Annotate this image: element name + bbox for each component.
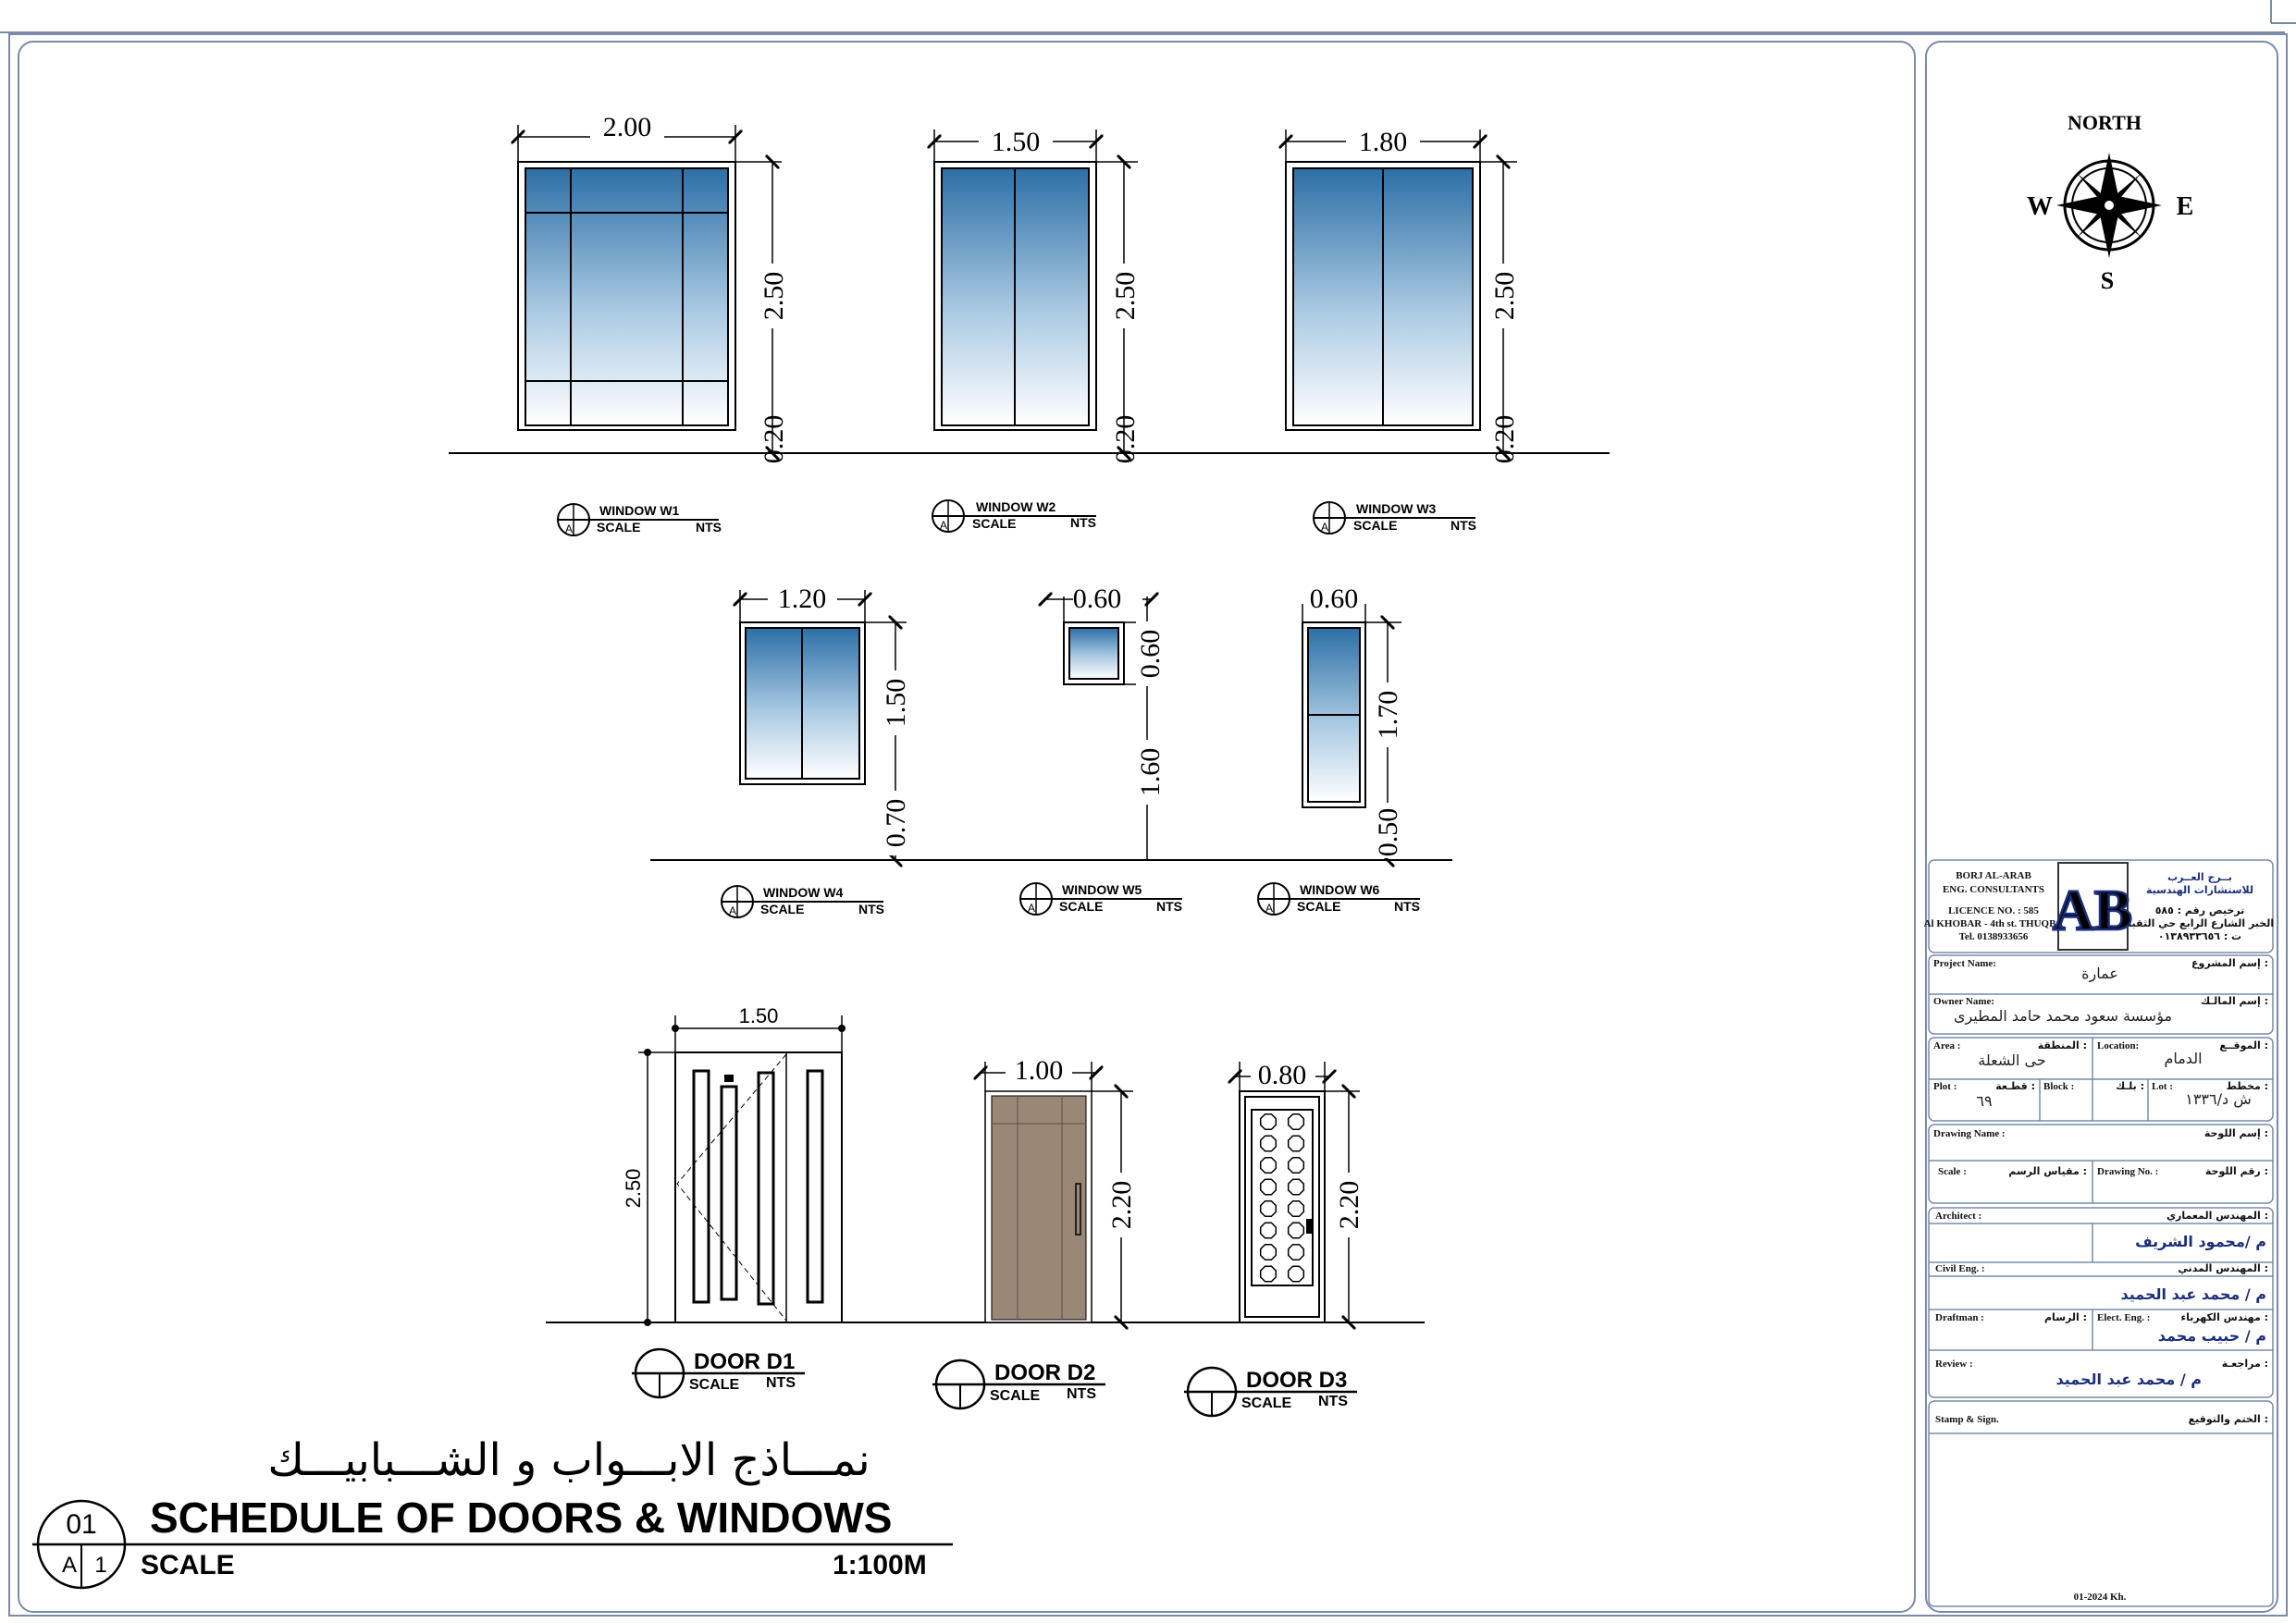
d2-width-dim: 1.00: [1014, 1055, 1064, 1086]
review-value: م / محمد عبد الحميد: [2055, 1371, 2202, 1388]
location-label: Location:: [2097, 1040, 2140, 1051]
civil-value: م / محمد عبد الحميد: [2120, 1285, 2266, 1303]
licence-en: LICENCE NO. : 585: [1948, 905, 2039, 916]
lot-label: Lot :: [2152, 1081, 2173, 1092]
d1-width-dim: 1.50: [738, 1004, 779, 1027]
w5-scale-label: SCALE: [1059, 899, 1104, 914]
licence-ar: ترخيص رقم : ٥٨٥: [2154, 904, 2245, 916]
location-label-ar: الموقــع :: [2219, 1039, 2268, 1051]
d3-scale-value: NTS: [1318, 1394, 1348, 1409]
w5-width-dim: 0.60: [1072, 584, 1122, 614]
d3-width-dim: 0.80: [1257, 1060, 1307, 1090]
lot-value: ش د/١٣٣٦: [2185, 1090, 2252, 1108]
location-value: الدمام: [2164, 1050, 2203, 1067]
w6-height-dim: 1.70: [1373, 690, 1403, 740]
firm-subtitle-en: ENG. CONSULTANTS: [1942, 884, 2045, 895]
window-w5-elevation: [1045, 578, 1166, 860]
project-name-value: عمارة: [2081, 965, 2118, 982]
w4-title: WINDOW W4: [763, 885, 844, 900]
scale-label-ar: مقياس الرسم :: [2008, 1165, 2087, 1177]
d3-height-dim: 2.20: [1334, 1180, 1364, 1230]
window-w4-elevation: [740, 578, 911, 860]
w6-width-dim: 0.60: [1309, 584, 1359, 614]
w3-height-dim: 2.50: [1489, 271, 1520, 321]
east-label: E: [2176, 192, 2194, 221]
area-label: Area :: [1933, 1040, 1961, 1051]
north-label: NORTH: [2068, 111, 2142, 134]
title-block-fields: [1933, 957, 2268, 1603]
firm-logo: AB: [2052, 879, 2133, 942]
w4-scale-value: NTS: [858, 902, 884, 916]
window-w6-elevation: [1300, 578, 1403, 860]
w2-scale-value: NTS: [1070, 515, 1096, 530]
plot-label-ar: قطـعة :: [1995, 1080, 2035, 1092]
w2-section-letter: A: [940, 519, 948, 532]
door-d2-elevation: [981, 1055, 1137, 1322]
w5-sill-dim: 1.60: [1135, 747, 1166, 797]
d1-label: [632, 1349, 805, 1397]
sheet-title: [32, 1434, 953, 1588]
area-label-ar: المنطقة :: [2037, 1039, 2087, 1051]
d3-scale-label: SCALE: [1241, 1396, 1292, 1411]
w5-title: WINDOW W5: [1062, 882, 1142, 897]
w3-width-dim: 1.80: [1358, 127, 1408, 157]
firm-name-en: BORJ AL-ARAB: [1956, 870, 2031, 881]
sheet-scale-value: 1:100M: [833, 1550, 927, 1580]
west-label: W: [2027, 192, 2053, 221]
stamp-label-ar: الختم والتوقيع :: [2188, 1413, 2268, 1425]
window-w2-elevation: [934, 118, 1141, 463]
w4-section-letter: A: [729, 904, 737, 917]
w1-label: [558, 503, 722, 535]
window-w1-elevation: [518, 112, 789, 463]
d2-height-dim: 2.20: [1106, 1180, 1137, 1230]
w2-scale-label: SCALE: [972, 516, 1017, 531]
w5-label: [1020, 882, 1182, 915]
review-label: Review :: [1935, 1359, 1973, 1370]
sheet-ref-letter: A: [61, 1553, 78, 1578]
architect-label-ar: المهندس المعماري :: [2166, 1210, 2268, 1222]
door-d1-elevation: [622, 1004, 846, 1326]
block-label-ar: بلـك :: [2116, 1080, 2144, 1092]
plot-label: Plot :: [1933, 1081, 1957, 1092]
w1-scale-label: SCALE: [597, 520, 641, 535]
w3-label: [1314, 501, 1476, 534]
draftsman-label: Draftman :: [1935, 1312, 1984, 1323]
project-name-label-ar: إسم المشروع :: [2191, 957, 2268, 969]
revision-label: 01-2024 Kh.: [2073, 1592, 2127, 1603]
scale-label-tb: Scale :: [1938, 1166, 1967, 1177]
w5-height-dim: 0.60: [1135, 629, 1166, 679]
d1-scale-label: SCALE: [689, 1377, 740, 1393]
w5-section-letter: A: [1028, 902, 1036, 915]
w2-sill-dim: 0.20: [1110, 414, 1141, 464]
w6-section-letter: A: [1265, 902, 1274, 915]
d1-scale-value: NTS: [766, 1375, 796, 1391]
d2-scale-value: NTS: [1067, 1386, 1096, 1402]
sheet-ref-number: 1: [94, 1553, 107, 1578]
d1-height-dim: 2.50: [622, 1168, 645, 1209]
block-label: Block :: [2043, 1081, 2075, 1092]
drawing-no-label-ar: رقم اللوحة :: [2204, 1165, 2268, 1177]
drawing-no-label: Drawing No. :: [2097, 1166, 2159, 1177]
d3-label: [1184, 1368, 1357, 1416]
draftsman-label-ar: الرسام :: [2044, 1311, 2087, 1323]
w6-sill-dim: 0.50: [1373, 807, 1403, 857]
w4-height-dim: 1.50: [881, 678, 911, 728]
elect-label-ar: مهندس الكهرباء :: [2180, 1311, 2268, 1323]
w2-height-dim: 2.50: [1110, 271, 1141, 321]
w2-title: WINDOW W2: [976, 499, 1056, 514]
w1-scale-value: NTS: [696, 520, 722, 535]
owner-value: مؤسسة سعود محمد حامد المطيرى: [1953, 1007, 2173, 1025]
d3-title: DOOR D3: [1246, 1368, 1348, 1393]
sheet-title-english: SCHEDULE OF DOORS & WINDOWS: [150, 1494, 893, 1542]
w6-title: WINDOW W6: [1300, 882, 1380, 897]
drawing-name-label: Drawing Name :: [1933, 1128, 2006, 1139]
d2-title: DOOR D2: [994, 1360, 1096, 1385]
w1-title: WINDOW W1: [599, 503, 680, 518]
plot-value: ٦٩: [1976, 1092, 1993, 1110]
address-ar: الخبر الشارع الرابع حي الثقبة: [2125, 917, 2275, 929]
d2-label: [932, 1360, 1105, 1408]
w2-width-dim: 1.50: [991, 127, 1041, 157]
w1-section-letter: A: [565, 523, 574, 535]
w6-label: [1258, 882, 1420, 915]
elect-value: م / حبيب محمد: [2157, 1327, 2266, 1345]
civil-label-ar: المهندس المدني :: [2178, 1262, 2268, 1274]
d1-title: DOOR D1: [694, 1349, 796, 1374]
architect-value: م /محمود الشريف: [2135, 1233, 2266, 1250]
w6-scale-value: NTS: [1394, 899, 1420, 914]
architect-label: Architect :: [1935, 1211, 1982, 1222]
w4-scale-label: SCALE: [760, 902, 805, 916]
sheet-title-arabic: نمـــاذج الابـــواب و الشـــبابيـــك: [267, 1434, 870, 1486]
tel-ar: ت : ٠١٣٨٩٣٣٦٥٦: [2157, 930, 2242, 942]
stamp-label: Stamp & Sign.: [1935, 1414, 1999, 1425]
sheet-number: 01: [66, 1509, 97, 1540]
w3-section-letter: A: [1321, 521, 1329, 534]
address-en: Al KHOBAR - 4th st. THUQBA: [1923, 918, 2064, 929]
firm-header: [1924, 870, 2275, 942]
w4-width-dim: 1.20: [777, 584, 827, 614]
w3-scale-label: SCALE: [1353, 518, 1398, 533]
elect-label: Elect. Eng. :: [2097, 1312, 2151, 1323]
owner-label: Owner Name:: [1933, 996, 1995, 1007]
w1-width-dim: 2.00: [602, 112, 652, 142]
w4-sill-dim: 0.70: [881, 798, 911, 848]
w3-title: WINDOW W3: [1356, 501, 1437, 516]
w2-label: [932, 499, 1096, 532]
drawing-name-label-ar: إسم اللوحة :: [2203, 1127, 2268, 1139]
sheet-scale-label: SCALE: [141, 1550, 235, 1580]
w1-height-dim: 2.50: [759, 271, 789, 321]
w5-scale-value: NTS: [1156, 899, 1182, 914]
w6-scale-label: SCALE: [1297, 899, 1341, 914]
d2-scale-label: SCALE: [990, 1388, 1041, 1404]
w4-label: [722, 885, 884, 917]
tel-en: Tel. 0138933656: [1958, 931, 2029, 942]
door-d3-elevation: [1235, 1060, 1364, 1322]
civil-label: Civil Eng. :: [1935, 1263, 1985, 1274]
w3-sill-dim: 0.20: [1489, 414, 1520, 464]
firm-subtitle-ar: للاستشارات الهندسية: [2145, 884, 2254, 896]
review-label-ar: مراجعـة :: [2221, 1358, 2268, 1370]
lot-label-ar: مخطط :: [2226, 1080, 2268, 1092]
firm-name-ar: بــرج العــرب: [2167, 871, 2232, 883]
owner-label-ar: إسم المالـك :: [2201, 995, 2268, 1007]
window-w3-elevation: [1286, 118, 1520, 463]
w1-sill-dim: 0.20: [759, 414, 789, 464]
w3-scale-value: NTS: [1450, 518, 1476, 533]
area-value: حى الشعلة: [1978, 1051, 2046, 1069]
north-arrow: [2027, 111, 2193, 294]
south-label: S: [2100, 267, 2115, 294]
project-name-label: Project Name:: [1933, 958, 1996, 969]
